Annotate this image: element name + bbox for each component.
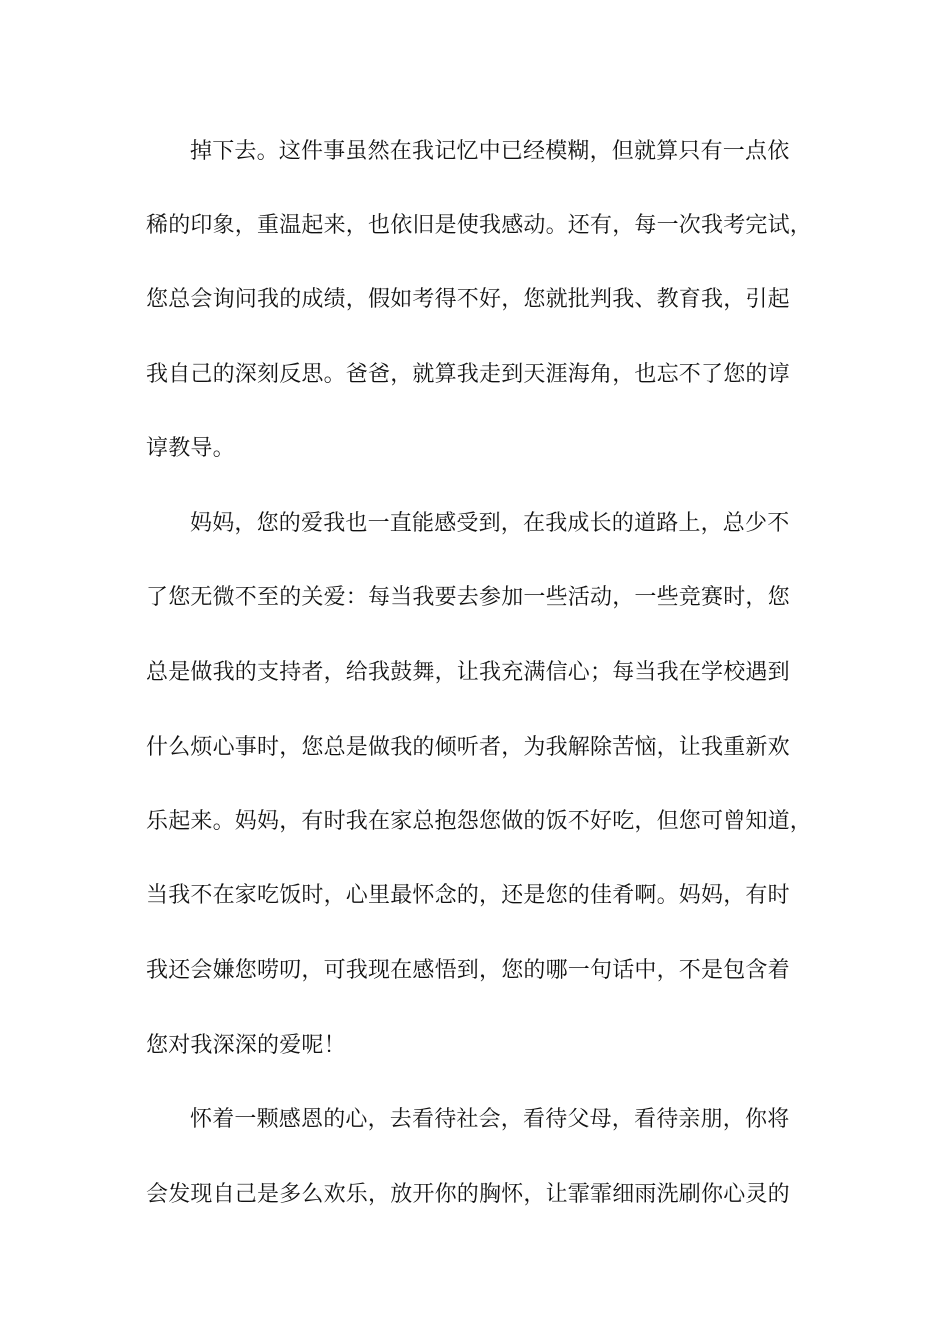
text-line: 妈妈，您的爱我也一直能感受到，在我成长的道路上，总少不 [190, 511, 790, 536]
text-line: 了您无微不至的关爱：每当我要去参加一些活动，一些竞赛时，您 [146, 585, 790, 610]
text-line: 我自己的深刻反思。爸爸，就算我走到天涯海角，也忘不了您的谆 [146, 362, 790, 387]
text-line: 掉下去。这件事虽然在我记忆中已经模糊，但就算只有一点依 [190, 139, 790, 164]
text-line: 谆教导。 [146, 436, 235, 461]
text-line: 当我不在家吃饭时，心里最怀念的，还是您的佳肴啊。妈妈，有时 [146, 883, 790, 908]
text-line: 会发现自己是多么欢乐，放开你的胸怀，让霏霏细雨洗刷你心灵的 [146, 1182, 790, 1207]
text-line: 总是做我的支持者，给我鼓舞，让我充满信心；每当我在学校遇到 [146, 660, 790, 685]
text-line: 乐起来。妈妈，有时我在家总抱怨您做的饭不好吃，但您可曾知道， [146, 809, 813, 834]
text-line: 怀着一颗感恩的心，去看待社会，看待父母，看待亲朋，你将 [190, 1107, 790, 1132]
text-line: 您对我深深的爱呢！ [146, 1033, 346, 1058]
text-line: 您总会询问我的成绩，假如考得不好，您就批判我、教育我，引起 [146, 287, 790, 312]
text-line: 我还会嫌您唠叨，可我现在感悟到，您的哪一句话中，不是包含着 [146, 958, 790, 983]
text-line: 稀的印象，重温起来，也依旧是使我感动。还有，每一次我考完试， [146, 213, 813, 238]
text-line: 什么烦心事时，您总是做我的倾听者，为我解除苦恼，让我重新欢 [146, 735, 790, 760]
